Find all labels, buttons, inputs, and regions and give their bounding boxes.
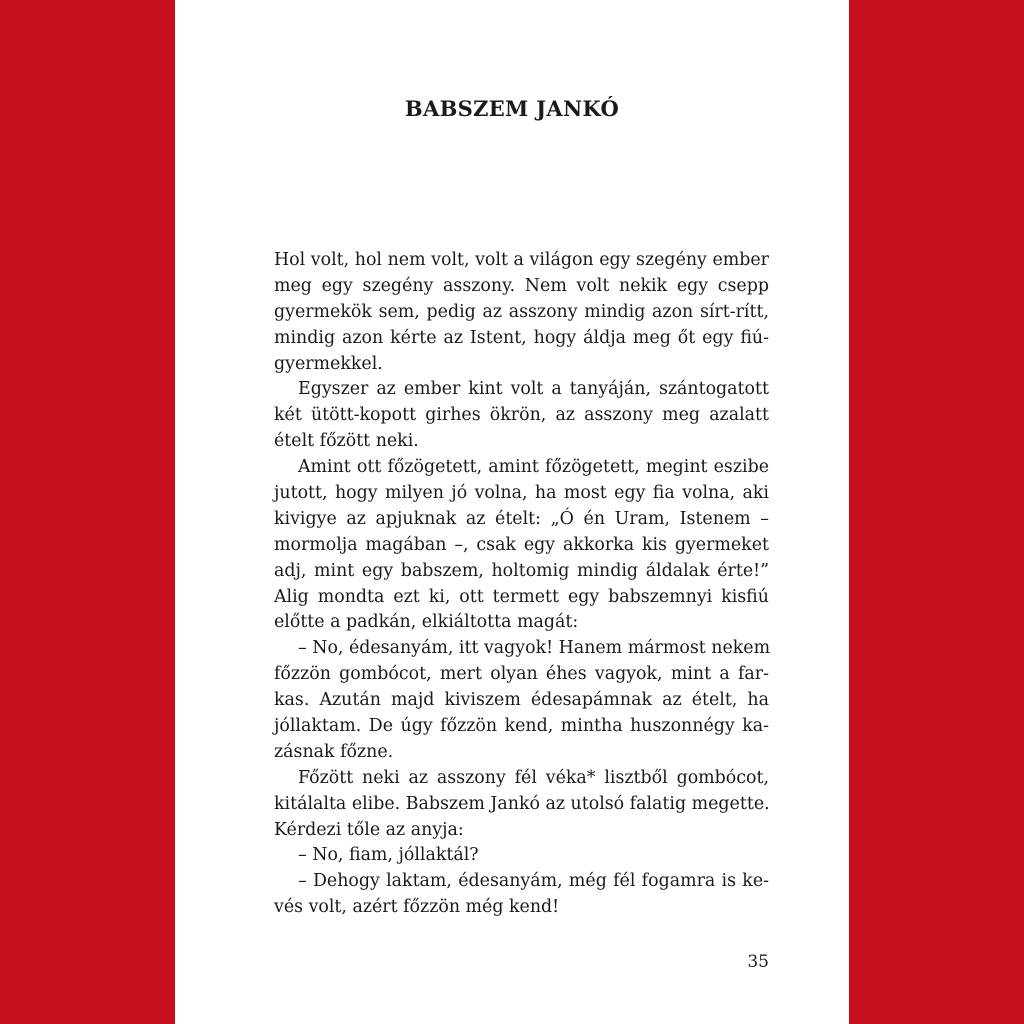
text-line: – No, fiam, jóllaktál? xyxy=(298,845,479,866)
paragraph xyxy=(274,377,769,455)
text-line: vés volt, azért főzzön még kend! xyxy=(274,897,560,918)
text-line: gyermekkel. xyxy=(274,353,383,374)
text-line: jóllaktam. De úgy főzzön kend, mintha huszonnégy ka- xyxy=(274,716,769,737)
text-line: meg egy szegény asszony. Nem volt nekik egy csepp xyxy=(274,275,769,296)
text-line: jutott, hogy milyen jó volna, ha most egy fia volna, aki xyxy=(274,483,769,504)
text-line: – No, édesanyám, itt vagyok! Hanem mármost nekem xyxy=(298,638,771,659)
text-line: Kérdezi tőle az anyja: xyxy=(274,819,464,840)
text-line: Amint ott főzögetett, amint főzögetett, megint eszibe xyxy=(298,457,769,478)
paragraph xyxy=(274,869,769,921)
paragraph xyxy=(274,766,769,844)
text-line: előtte a padkán, elkiáltotta magát: xyxy=(274,612,579,633)
text-line: Alig mondta ezt ki, ott termett egy babszemnyi kisfiú xyxy=(274,586,769,607)
paragraph xyxy=(274,636,769,765)
text-line: kivigye az apjuknak az ételt: „Ó én Uram, Istenem – xyxy=(274,508,769,529)
text-line: kas. Azután majd kiviszem édesapámnak az ételt, ha xyxy=(274,690,769,711)
text-line: zásnak főzne. xyxy=(274,741,394,762)
text-line: ételt főzött neki. xyxy=(274,431,419,452)
body-text xyxy=(274,248,769,921)
paragraph xyxy=(274,248,769,377)
paragraph xyxy=(274,455,769,636)
paragraph xyxy=(274,843,769,869)
text-line: – Dehogy laktam, édesanyám, még fél fogamra is ke- xyxy=(298,871,769,892)
text-line: Főzött neki az asszony fél véka* lisztből gombócot, xyxy=(298,767,769,788)
page-title: BABSZEM JANKÓ xyxy=(404,96,620,121)
text-line: főzzön gombócot, mert olyan éhes vagyok, mint a far- xyxy=(274,664,769,685)
text-line: mindig azon kérte az Istent, hogy áldja meg őt egy fiú- xyxy=(274,327,769,348)
text-line: Hol volt, hol nem volt, volt a világon egy szegény ember xyxy=(274,250,769,270)
book-page xyxy=(175,0,849,1024)
page-number: 35 xyxy=(747,952,769,972)
text-line: két ütött-kopott girhes ökrön, az asszony meg azalatt xyxy=(274,405,769,426)
text-line: adj, mint egy babszem, holtomig mindig áldalak érte!” xyxy=(274,560,769,581)
text-line: kitálalta elibe. Babszem Jankó az utolsó falatig megette. xyxy=(274,793,770,814)
text-line: gyermekök sem, pedig az asszony mindig azon sírt-rítt, xyxy=(274,301,769,322)
text-line: Egyszer az ember kint volt a tanyáján, szántogatott xyxy=(298,379,769,400)
text-line: mormolja magában –, csak egy akkorka kis gyermeket xyxy=(274,534,769,555)
